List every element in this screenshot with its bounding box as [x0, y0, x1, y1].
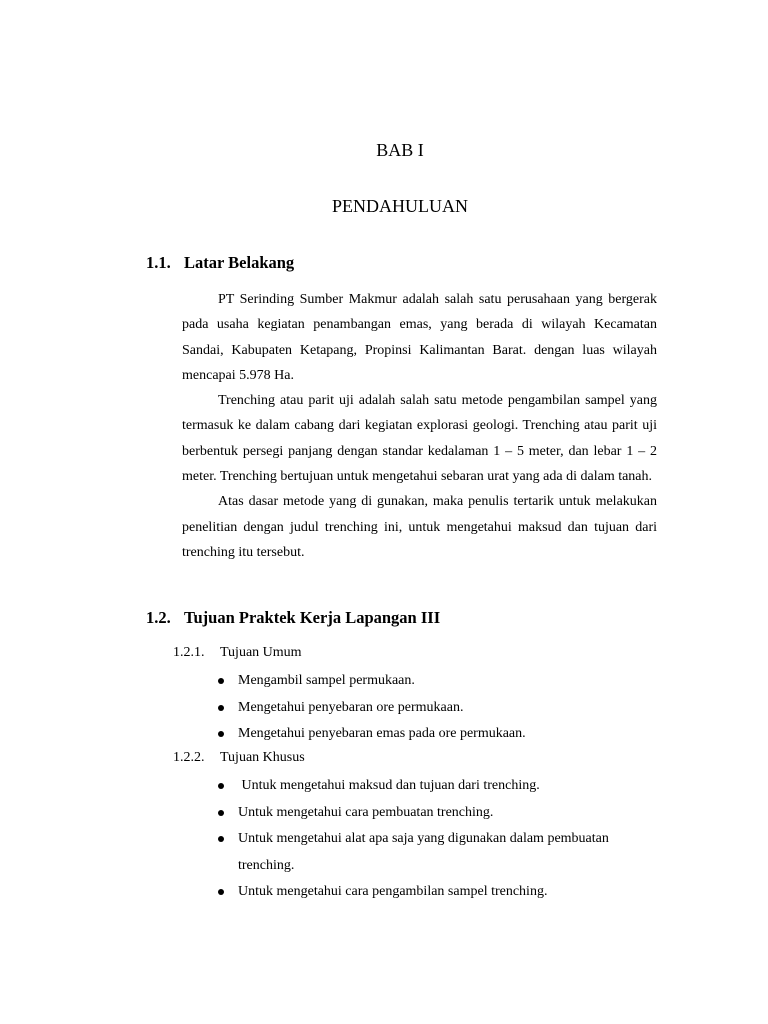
section-title: Tujuan Praktek Kerja Lapangan III: [184, 608, 441, 627]
chapter-title: PENDAHULUAN: [332, 196, 468, 216]
paragraph: Atas dasar metode yang di gunakan, maka penulis tertarik untuk melakukan penelitian dengan judul trenching ini, untuk mengetahui maksud dan tujuan dari trenching itu tersebut.: [182, 494, 657, 560]
bullet-list-tujuan-umum: [218, 668, 658, 748]
subsection-title: Tujuan Umum: [220, 645, 302, 660]
bullet-icon: [218, 810, 224, 816]
list-item-text: Untuk mengetahui maksud dan tujuan dari trenching.: [238, 778, 540, 793]
list-item-text: Mengambil sampel permukaan.: [238, 673, 415, 688]
list-item-text: Untuk mengetahui cara pengambilan sampel trenching.: [238, 884, 548, 899]
list-item-text: Untuk mengetahui alat apa saja yang digunakan dalam pembuatan trenching.: [238, 831, 609, 873]
list-item: [218, 721, 658, 748]
subsection-title: Tujuan Khusus: [220, 750, 305, 765]
paragraph: Trenching atau parit uji adalah salah satu metode pengambilan sampel yang termasuk ke dalam cabang dari kegiatan explorasi geologi. Trenching atau parit uji berbentuk persegi panjang dengan standar kedalaman 1 – 5 meter, dan lebar 1 – 2 meter. Trenching bertujuan untuk mengetahui sebaran urat yang ada di dalam tanah.: [182, 393, 657, 485]
bullet-icon: [218, 731, 224, 737]
chapter-label: BAB I: [376, 140, 424, 160]
list-item: [218, 800, 658, 827]
list-item: [218, 668, 658, 695]
section-number: 1.1.: [146, 253, 171, 272]
list-item: [218, 773, 658, 800]
bullet-icon: [218, 836, 224, 842]
paragraph: PT Serinding Sumber Makmur adalah salah satu perusahaan yang bergerak pada usaha kegiatan penambangan emas, yang berada di wilayah Kecamatan Sandai, Kabupaten Ketapang, Propinsi Kalimantan Barat. dengan luas wilayah mencapai 5.978 Ha.: [182, 292, 657, 383]
list-item: [218, 826, 658, 879]
bullet-list-tujuan-khusus: [218, 773, 658, 906]
subsection-heading-tujuan-umum: [173, 645, 302, 661]
list-item-text: Untuk mengetahui cara pembuatan trenching.: [238, 804, 494, 820]
subsection-number: 1.2.1.: [173, 645, 205, 660]
section-title: Latar Belakang: [184, 253, 295, 272]
list-item: [218, 695, 658, 722]
subsection-number: 1.2.2.: [173, 750, 205, 765]
section-body-latar-belakang: [182, 287, 657, 565]
section-heading-latar-belakang: [146, 253, 294, 273]
bullet-icon: [218, 889, 224, 895]
list-item-text: Mengetahui penyebaran emas pada ore permukaan.: [238, 726, 526, 741]
section-number: 1.2.: [146, 608, 171, 627]
bullet-icon: [218, 705, 224, 711]
list-item-text: Mengetahui penyebaran ore permukaan.: [238, 699, 464, 715]
bullet-icon: [218, 783, 224, 789]
list-item: [218, 879, 658, 906]
section-heading-tujuan: [146, 608, 440, 628]
bullet-icon: [218, 678, 224, 684]
subsection-heading-tujuan-khusus: [173, 750, 305, 766]
